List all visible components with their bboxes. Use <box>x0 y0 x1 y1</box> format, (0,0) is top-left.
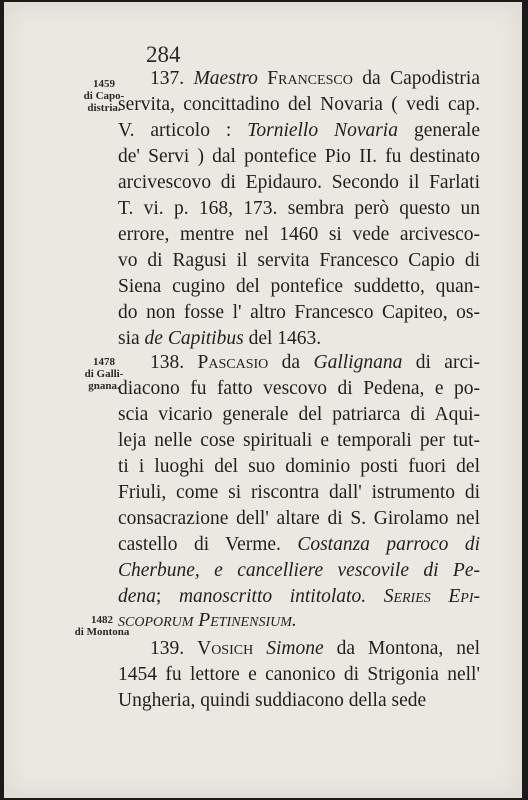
book-page <box>4 2 522 798</box>
text-run: T. vi. p. 168, 173. sembra però questo un <box>118 198 480 219</box>
margin-note-line: di Galli- <box>84 368 124 380</box>
text-run: Francesco <box>267 68 353 89</box>
text-run: castello di Verme. <box>118 534 298 555</box>
text-line <box>118 376 480 401</box>
text-run: do non fosse l' altro Francesco Capiteo, os- <box>118 302 480 323</box>
text-run: dena <box>118 586 156 607</box>
text-line <box>118 558 480 583</box>
text-run: errore, mentre nel 1460 si vede arcivesco- <box>118 224 480 245</box>
text-line <box>118 300 480 325</box>
text-line <box>118 428 480 453</box>
text-run: generale <box>397 120 480 141</box>
text-run: 139. <box>150 638 198 659</box>
margin-note-line: distria. <box>87 102 121 114</box>
text-line <box>150 636 480 661</box>
text-run: scia vicario generale del patriarca di Aqui- <box>118 404 480 425</box>
margin-note-line: di Capo- <box>83 90 125 102</box>
text-line <box>150 350 480 375</box>
text-run: da Montona, nel <box>323 638 481 659</box>
text-line <box>118 584 480 609</box>
text-run <box>258 68 267 89</box>
text-run: scoporum Petinensium. <box>118 610 297 631</box>
margin-note-line: 1459 <box>93 78 115 90</box>
text-run: di arci- <box>402 352 481 373</box>
text-run: da <box>268 352 314 373</box>
text-run: diacono fu fatto vescovo di Pedena, e po- <box>118 378 480 399</box>
text-run: 1454 fu lettore e canonico di Strigonia nell' <box>118 664 480 685</box>
text-run: Costanza parroco di <box>297 534 480 555</box>
text-line <box>118 662 480 687</box>
text-run: manoscritto intitolato. <box>178 586 367 607</box>
text-run <box>253 638 266 659</box>
text-line <box>118 144 480 169</box>
text-line <box>118 688 480 713</box>
text-run: consacrazione dell' altare di S. Girolamo nel <box>118 508 480 529</box>
text-run <box>366 586 384 607</box>
text-run: Pascasio <box>197 352 269 373</box>
text-line <box>118 170 480 195</box>
text-run: Cherbune, e cancelliere vescovile di Pe- <box>118 560 480 581</box>
text-run: Torniello Novaria <box>247 120 398 141</box>
text-run: ti i luoghi del suo dominio posti fuori del <box>118 456 480 477</box>
text-run: leja nelle cose spirituali e temporali per tut- <box>118 430 480 451</box>
margin-note-line: di Montona <box>74 626 130 638</box>
text-line <box>118 222 480 247</box>
text-line <box>118 248 480 273</box>
margin-note-line: 1482 <box>91 614 113 626</box>
text-run: Friuli, come si riscontra dall' istrumento di <box>118 482 480 503</box>
text-run: servita, concittadino del Novaria ( vedi cap. <box>118 94 480 115</box>
text-run: sia <box>118 328 145 349</box>
text-run: Simone <box>266 638 324 659</box>
text-line <box>118 274 480 299</box>
text-line <box>118 92 480 117</box>
text-run: Siena cugino del pontefice suddetto, quan- <box>118 276 480 297</box>
text-line <box>118 326 480 351</box>
text-line <box>118 196 480 221</box>
text-run: 138. <box>150 352 198 373</box>
text-run: ; <box>155 586 179 607</box>
text-line <box>118 118 480 143</box>
text-run: del 1463. <box>243 328 322 349</box>
text-run: de Capitibus <box>144 328 244 349</box>
text-line <box>118 532 480 557</box>
text-line <box>118 608 480 633</box>
text-run: Ungheria, quindi suddiacono della sede <box>118 690 427 711</box>
text-run: Maestro <box>193 68 258 89</box>
margin-note-line: gnana. <box>88 380 120 392</box>
text-run: 137. <box>150 68 194 89</box>
margin-note-line: 1478 <box>93 356 115 368</box>
text-line <box>118 402 480 427</box>
text-line <box>118 480 480 505</box>
text-run: arcivescovo di Epidauro. Secondo il Farlati <box>118 172 480 193</box>
text-line <box>118 506 480 531</box>
text-run: Gallignana <box>313 352 403 373</box>
text-line <box>150 66 480 91</box>
text-line <box>118 454 480 479</box>
page-number: 284 <box>146 42 181 67</box>
text-run: da Capodistria <box>352 68 480 89</box>
text-run: Vosich <box>197 638 254 659</box>
text-run: Series Epi- <box>383 586 480 607</box>
text-run: vo di Ragusi il servita Francesco Capio di <box>118 250 480 271</box>
text-run: V. articolo : <box>118 120 248 141</box>
text-run: de' Servi ) dal pontefice Pio II. fu destinato <box>118 146 480 167</box>
